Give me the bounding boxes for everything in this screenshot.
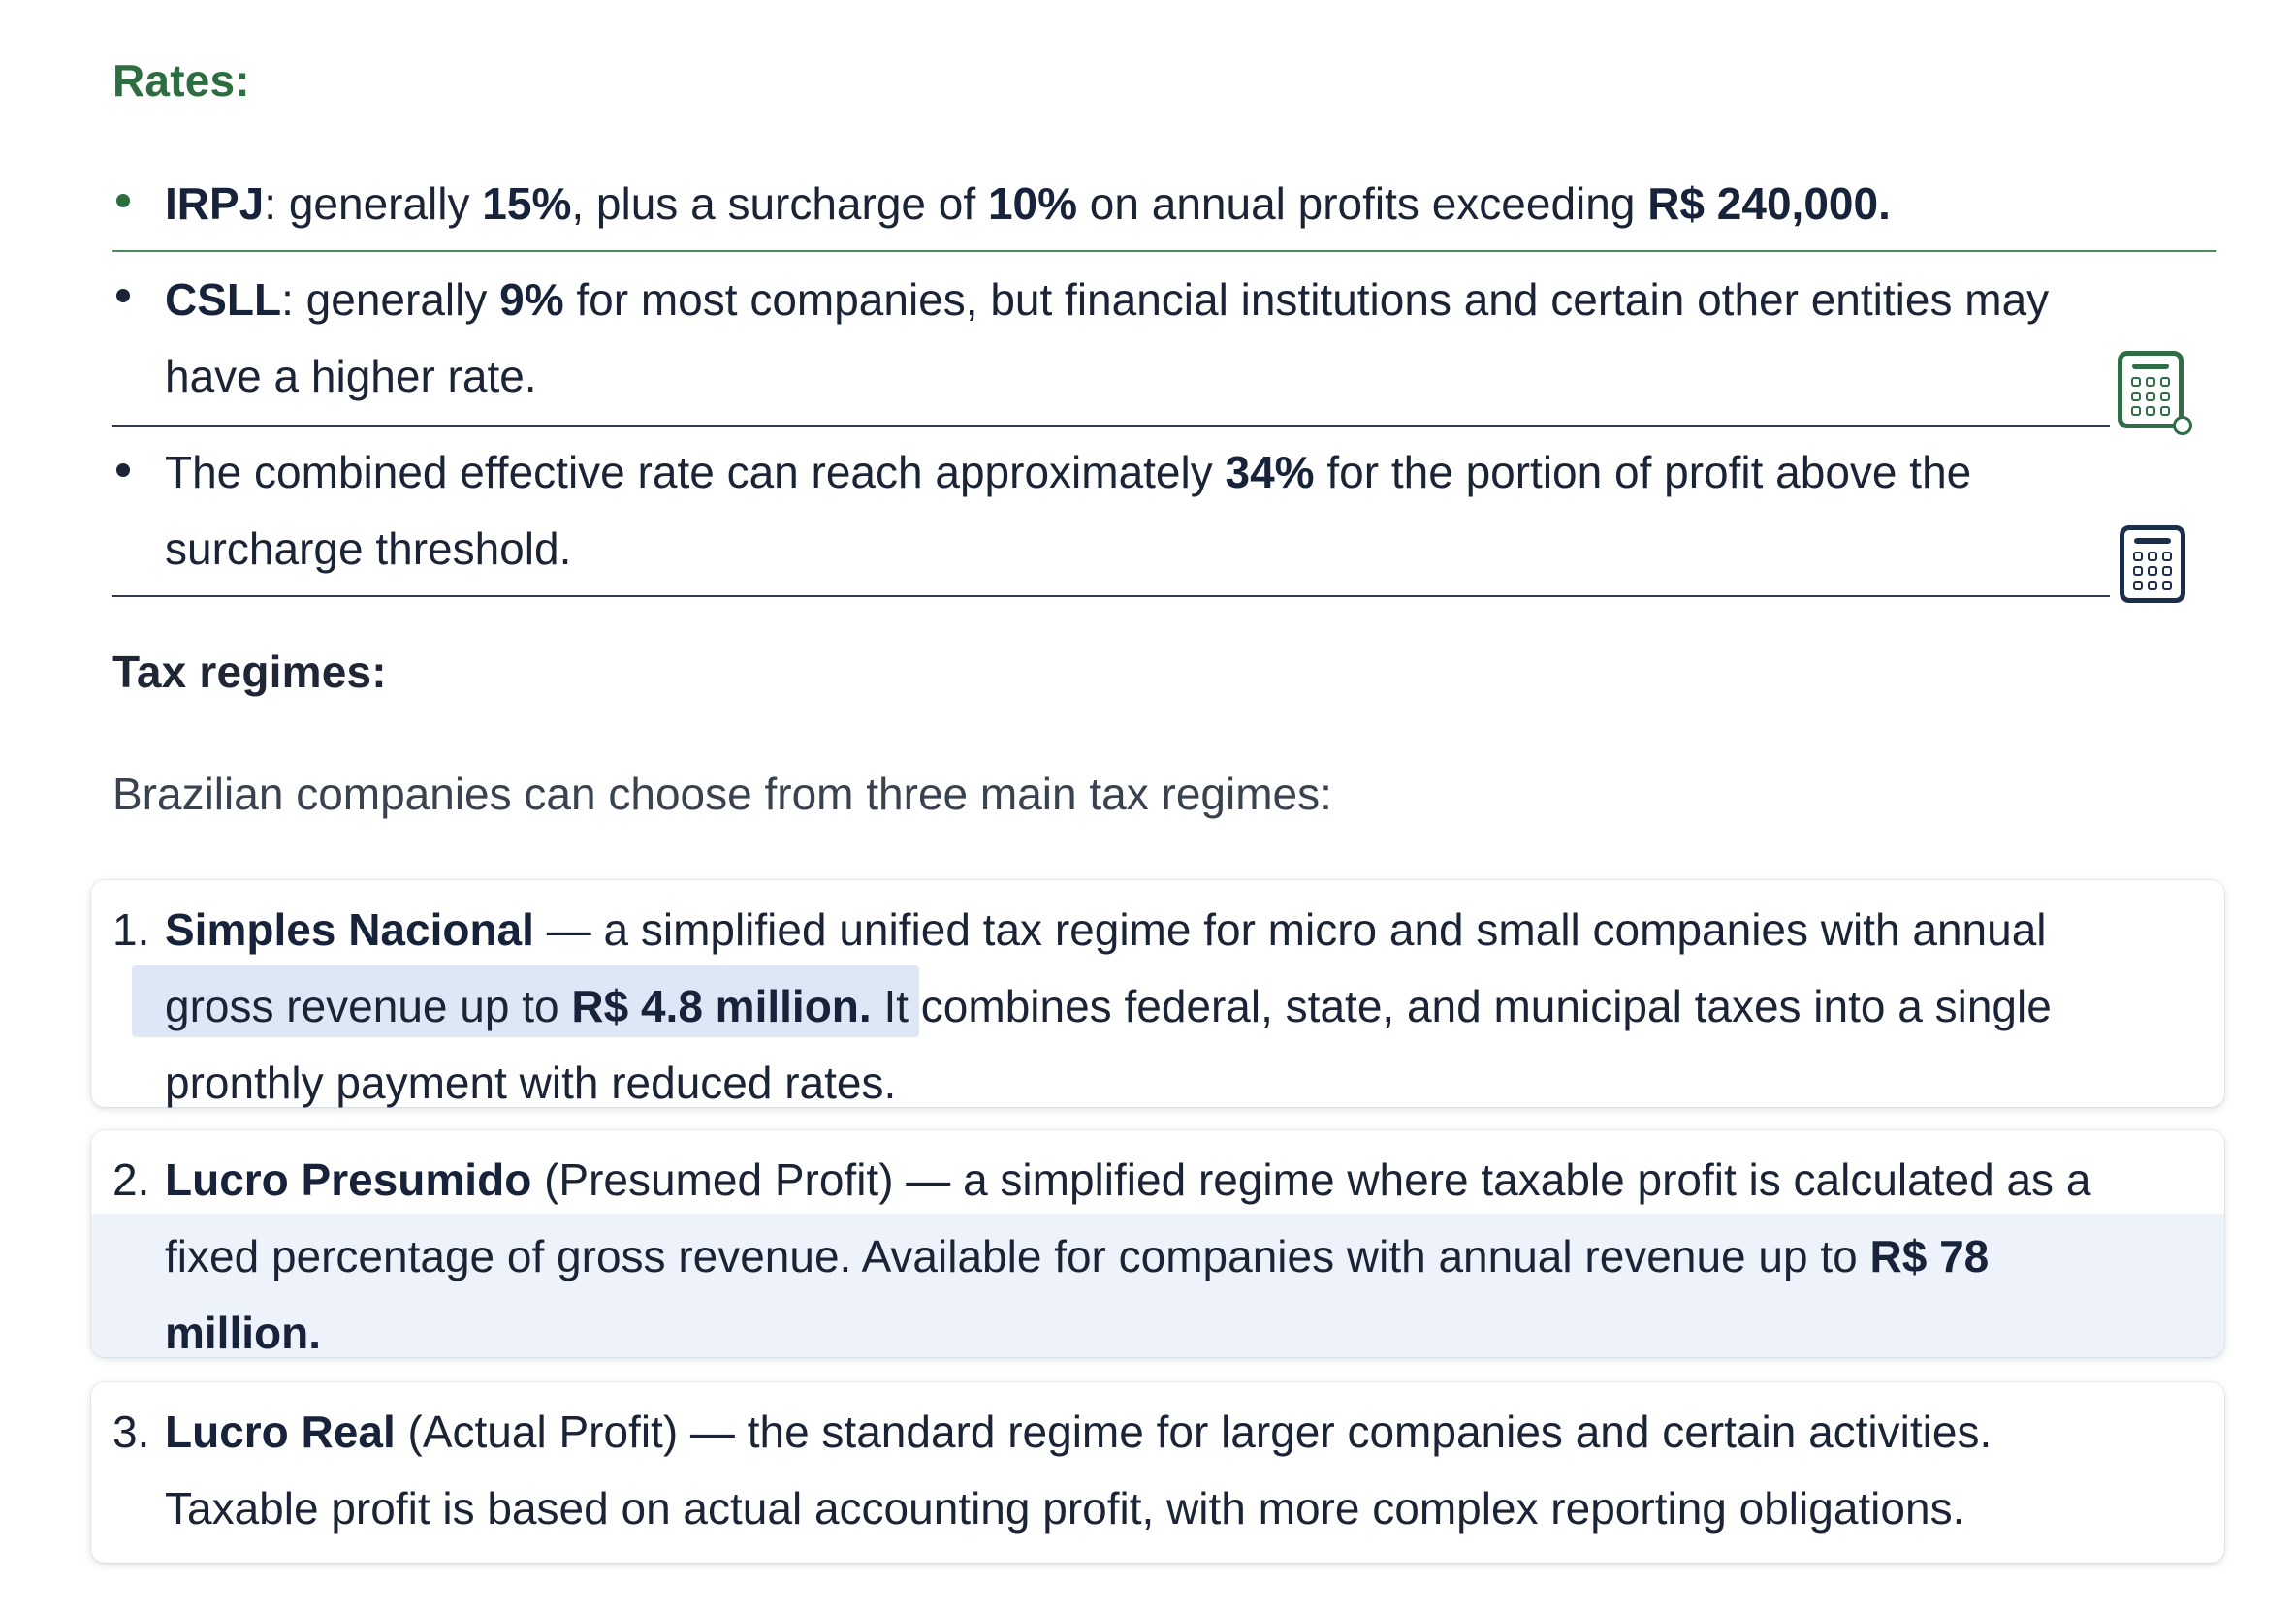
regime-text: Taxable profit is based on actual accounting profit, with more complex reporting obligations. [165, 1483, 1965, 1534]
calculator-icon[interactable] [2118, 351, 2184, 428]
list-number: 1. [112, 904, 150, 955]
regime-text: gross revenue up to [165, 981, 572, 1031]
rate-text: surcharge threshold. [165, 523, 572, 574]
bullet-dot [116, 194, 130, 207]
list-number: 3. [112, 1407, 150, 1457]
rate-text: The combined effective rate can reach approximately [165, 447, 1226, 497]
rate-value: 34% [1225, 447, 1315, 497]
status-dot-icon [2173, 416, 2192, 435]
regime-text: (Presumed Profit) — a simplified regime where taxable profit is calculated as a [531, 1154, 2091, 1205]
bullet-dot [116, 289, 130, 302]
regime-text: fixed percentage of gross revenue. Available for companies with annual revenue up to [165, 1231, 1870, 1281]
rate-value: 9% [499, 274, 564, 325]
rate-value: 15% [482, 178, 572, 229]
bullet-dot [116, 463, 130, 477]
regime-name: Simples Nacional [165, 904, 534, 955]
regime-text: It combines federal, state, and municipal taxes into a single [871, 981, 2052, 1031]
rate-text: on annual profits exceeding [1077, 178, 1648, 229]
regime-text: — a simplified unified tax regime for micro and small companies with annual [533, 904, 2047, 955]
tax-regimes-heading: Tax regimes: [112, 647, 387, 697]
rate-label: CSLL [165, 274, 282, 325]
regime-value: R$ 4.8 million. [571, 981, 872, 1031]
rate-value: 10% [987, 178, 1078, 229]
calculator-icon[interactable] [2120, 525, 2185, 603]
rates-list [112, 163, 2216, 597]
rate-label: IRPJ [165, 178, 265, 229]
regimes-intro: Brazilian companies can choose from three main tax regimes: [112, 769, 1332, 819]
regime-value: million. [165, 1308, 321, 1358]
list-number: 2. [112, 1154, 150, 1205]
regime-card-lucro-presumido [91, 1130, 2224, 1357]
regime-text: (Actual Profit) — the standard regime for larger companies and certain activities. [395, 1407, 1993, 1457]
regime-name: Lucro Presumido [165, 1154, 532, 1205]
regime-card-lucro-real [91, 1382, 2224, 1563]
rate-text: , plus a surcharge of [571, 178, 988, 229]
rate-item-irpj [112, 163, 2216, 252]
rate-text: : generally [264, 178, 483, 229]
regime-value: R$ 78 [1869, 1231, 1990, 1281]
rate-text: have a higher rate. [165, 351, 537, 401]
regime-card-simples [91, 880, 2224, 1107]
rate-item-csll [112, 252, 2110, 427]
regime-name: Lucro Real [165, 1407, 396, 1457]
regime-text: pronthly payment with reduced rates. [165, 1058, 897, 1108]
rate-value: R$ 240,000. [1647, 178, 1891, 229]
rate-text: for the portion of profit above the [1314, 447, 1972, 497]
rate-text: for most companies, but financial institutions and certain other entities may [563, 274, 2050, 325]
rate-text: : generally [281, 274, 500, 325]
rates-heading: Rates: [112, 55, 250, 106]
rate-item-combined [112, 427, 2110, 597]
